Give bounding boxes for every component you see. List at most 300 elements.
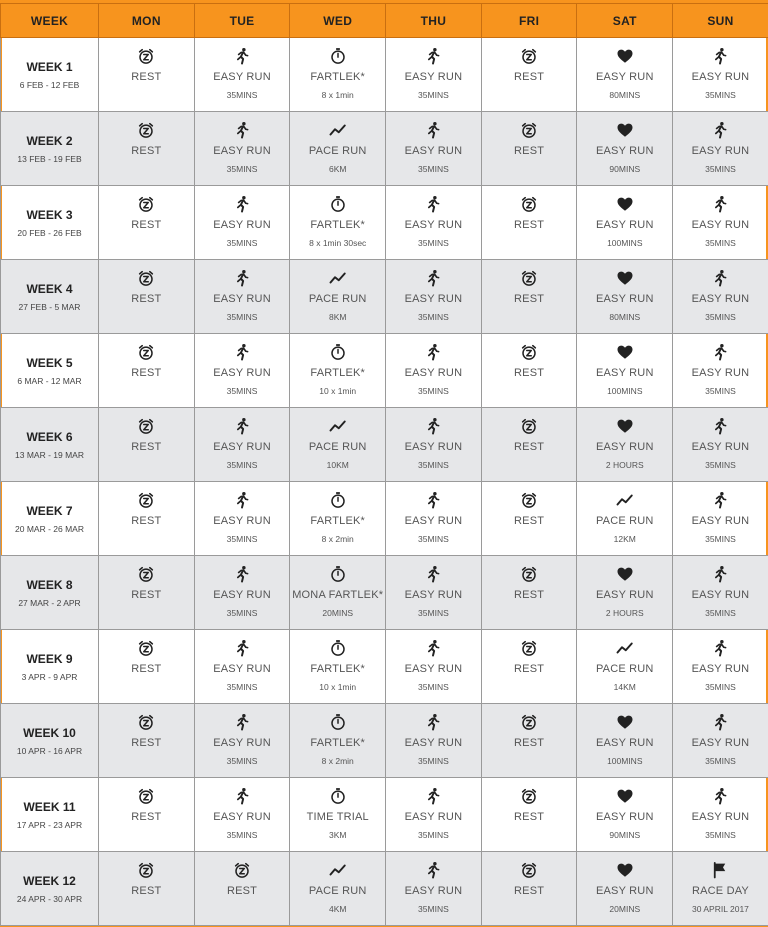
runner-icon [233, 343, 251, 361]
pace-icon [329, 269, 347, 287]
workout-detail: 80MINS [609, 89, 641, 100]
workout-cell [194, 556, 290, 630]
stopwatch-icon [329, 343, 347, 361]
workout-label: FARTLEK* [310, 514, 366, 527]
workout-cell [194, 704, 290, 778]
workout-label: EASY RUN [691, 70, 750, 83]
workout-label: EASY RUN [691, 366, 750, 379]
workout-detail: 35MINS [418, 163, 449, 174]
rest-icon [520, 639, 538, 657]
workout-detail: 35MINS [226, 385, 258, 396]
runner-icon [233, 565, 251, 583]
header-row [1, 4, 768, 38]
week-label-cell [1, 778, 99, 852]
workout-label: EASY RUN [213, 144, 271, 157]
workout-label: REST [514, 292, 545, 305]
workout-cell [577, 556, 673, 630]
pace-icon [329, 121, 347, 139]
workout-label: FARTLEK* [310, 218, 366, 231]
workout-cell [194, 260, 290, 334]
workout-detail: 100MINS [607, 237, 643, 248]
workout-label: MONA FARTLEK* [292, 588, 384, 601]
workout-label: EASY RUN [691, 514, 750, 527]
week-label-cell [1, 112, 99, 186]
workout-cell [481, 556, 577, 630]
workout-cell [386, 556, 482, 630]
workout-label: REST [514, 662, 545, 675]
workout-detail: 35MINS [705, 311, 736, 322]
workout-label: EASY RUN [404, 292, 463, 305]
workout-detail: 8 x 2min [321, 533, 354, 544]
workout-label: REST [514, 440, 545, 453]
workout-detail: 35MINS [705, 607, 736, 618]
runner-icon [711, 343, 729, 361]
heart-icon [616, 713, 634, 731]
workout-label: EASY RUN [213, 810, 271, 823]
workout-cell [194, 630, 290, 704]
heart-icon [616, 121, 634, 139]
workout-cell [386, 704, 482, 778]
runner-icon [233, 47, 251, 65]
workout-detail: 35MINS [705, 163, 736, 174]
workout-detail: 35MINS [705, 755, 736, 766]
workout-cell [481, 704, 577, 778]
workout-cell [481, 778, 577, 852]
workout-label: EASY RUN [595, 736, 654, 749]
week-dates: 6 FEB - 12 FEB [19, 79, 80, 90]
workout-cell [99, 852, 195, 926]
workout-label: PACE RUN [595, 514, 654, 527]
week-dates: 17 APR - 23 APR [16, 819, 83, 830]
workout-label: REST [131, 736, 162, 749]
workout-label: REST [131, 70, 162, 83]
workout-label: REST [514, 218, 545, 231]
rest-icon [520, 269, 538, 287]
week-dates: 24 APR - 30 APR [16, 893, 83, 904]
workout-cell [481, 260, 577, 334]
workout-label: REST [514, 884, 545, 897]
workout-detail: 35MINS [418, 385, 449, 396]
rest-icon [137, 787, 155, 805]
workout-detail: 90MINS [609, 829, 641, 840]
workout-label: EASY RUN [691, 588, 750, 601]
workout-detail: 35MINS [226, 163, 258, 174]
rest-icon [137, 417, 155, 435]
workout-label: EASY RUN [595, 440, 654, 453]
week-label-cell [1, 630, 99, 704]
rest-icon [137, 491, 155, 509]
workout-label: REST [131, 144, 162, 157]
workout-label: EASY RUN [691, 144, 750, 157]
workout-detail: 35MINS [418, 903, 449, 914]
workout-cell [290, 704, 386, 778]
runner-icon [711, 491, 729, 509]
week-row [1, 482, 768, 556]
workout-detail: 20MINS [609, 903, 641, 914]
rest-icon [520, 861, 538, 879]
header-day: SUN [673, 4, 768, 38]
week-label-cell [1, 556, 99, 630]
workout-detail: 35MINS [226, 607, 258, 618]
workout-label: PACE RUN [308, 440, 367, 453]
workout-label: REST [514, 366, 545, 379]
workout-cell [290, 408, 386, 482]
workout-label: PACE RUN [308, 144, 367, 157]
workout-cell [673, 186, 768, 260]
workout-label: EASY RUN [595, 70, 654, 83]
stopwatch-icon [329, 787, 347, 805]
runner-icon [711, 713, 729, 731]
week-label: WEEK 7 [26, 503, 73, 518]
workout-label: EASY RUN [595, 144, 654, 157]
workout-detail: 80MINS [609, 311, 641, 322]
workout-label: EASY RUN [404, 884, 463, 897]
week-row [1, 186, 768, 260]
workout-label: EASY RUN [595, 292, 654, 305]
workout-cell [194, 186, 290, 260]
week-row [1, 852, 768, 926]
workout-cell [386, 778, 482, 852]
workout-detail: 100MINS [607, 385, 643, 396]
workout-label: TIME TRIAL [306, 810, 369, 823]
workout-cell [673, 852, 768, 926]
week-dates: 13 FEB - 19 FEB [17, 153, 82, 164]
workout-label: EASY RUN [213, 218, 271, 231]
week-label: WEEK 6 [26, 429, 73, 444]
workout-detail: 2 HOURS [605, 459, 644, 470]
workout-label: REST [514, 514, 545, 527]
workout-label: EASY RUN [404, 218, 463, 231]
workout-label: PACE RUN [308, 884, 367, 897]
week-label-cell [1, 482, 99, 556]
workout-cell [481, 334, 577, 408]
runner-icon [424, 417, 442, 435]
workout-cell [673, 408, 768, 482]
workout-cell [481, 630, 577, 704]
workout-detail: 35MINS [705, 533, 736, 544]
workout-label: EASY RUN [404, 810, 463, 823]
rest-icon [137, 565, 155, 583]
runner-icon [711, 269, 729, 287]
workout-label: EASY RUN [691, 810, 750, 823]
runner-icon [424, 787, 442, 805]
rest-icon [520, 47, 538, 65]
workout-detail: 90MINS [609, 163, 641, 174]
header-day: WED [290, 4, 386, 38]
workout-cell [194, 112, 290, 186]
rest-icon [137, 47, 155, 65]
pace-icon [329, 861, 347, 879]
workout-cell [577, 112, 673, 186]
workout-detail: 35MINS [705, 681, 736, 692]
workout-detail: 35MINS [226, 459, 258, 470]
stopwatch-icon [329, 491, 347, 509]
workout-cell [290, 852, 386, 926]
workout-detail: 35MINS [418, 829, 449, 840]
runner-icon [424, 713, 442, 731]
week-dates: 27 MAR - 2 APR [18, 597, 81, 608]
workout-detail: 35MINS [418, 459, 449, 470]
workout-detail: 10 x 1min [319, 385, 357, 396]
week-label-cell [1, 852, 99, 926]
workout-label: EASY RUN [595, 588, 654, 601]
workout-cell [481, 482, 577, 556]
workout-label: FARTLEK* [310, 70, 366, 83]
workout-label: EASY RUN [404, 588, 463, 601]
workout-cell [194, 334, 290, 408]
workout-label: REST [131, 810, 162, 823]
workout-cell [577, 186, 673, 260]
workout-label: PACE RUN [595, 662, 654, 675]
workout-cell [194, 408, 290, 482]
runner-icon [233, 121, 251, 139]
workout-detail: 35MINS [418, 237, 449, 248]
workout-cell [99, 778, 195, 852]
workout-cell [481, 408, 577, 482]
workout-detail: 35MINS [705, 459, 736, 470]
workout-label: EASY RUN [404, 366, 463, 379]
runner-icon [424, 195, 442, 213]
workout-cell [386, 112, 482, 186]
week-dates: 27 FEB - 5 MAR [18, 301, 81, 312]
week-dates: 6 MAR - 12 MAR [17, 375, 82, 386]
workout-detail: 35MINS [226, 533, 258, 544]
week-row [1, 408, 768, 482]
runner-icon [424, 269, 442, 287]
workout-detail: 35MINS [418, 607, 449, 618]
week-label-cell [1, 334, 99, 408]
workout-detail: 35MINS [705, 89, 736, 100]
stopwatch-icon [329, 639, 347, 657]
rest-icon [520, 343, 538, 361]
week-row [1, 556, 768, 630]
workout-label: REST [131, 514, 162, 527]
runner-icon [711, 787, 729, 805]
workout-cell [481, 186, 577, 260]
workout-label: EASY RUN [595, 218, 654, 231]
workout-label: PACE RUN [308, 292, 367, 305]
workout-cell [290, 38, 386, 112]
workout-label: EASY RUN [213, 440, 271, 453]
rest-icon [137, 639, 155, 657]
week-label: WEEK 3 [26, 207, 73, 222]
workout-detail: 35MINS [418, 533, 449, 544]
workout-cell [481, 852, 577, 926]
rest-icon [520, 195, 538, 213]
runner-icon [233, 787, 251, 805]
workout-cell [481, 112, 577, 186]
workout-cell [99, 186, 195, 260]
workout-label: EASY RUN [691, 736, 750, 749]
workout-detail: 35MINS [226, 829, 258, 840]
workout-label: EASY RUN [213, 514, 271, 527]
workout-cell [194, 778, 290, 852]
workout-detail: 35MINS [705, 237, 736, 248]
rest-icon [520, 565, 538, 583]
workout-label: EASY RUN [595, 884, 654, 897]
workout-label: EASY RUN [213, 366, 271, 379]
flag-icon [711, 861, 729, 879]
workout-detail: 8KM [328, 311, 347, 322]
workout-cell [99, 630, 195, 704]
workout-label: EASY RUN [404, 662, 463, 675]
header-day: SAT [577, 4, 673, 38]
heart-icon [616, 787, 634, 805]
workout-detail: 14KM [613, 681, 636, 692]
week-label: WEEK 9 [26, 651, 73, 666]
runner-icon [424, 47, 442, 65]
workout-cell [673, 556, 768, 630]
runner-icon [424, 565, 442, 583]
week-label: WEEK 5 [26, 355, 73, 370]
workout-detail: 35MINS [418, 755, 449, 766]
workout-cell [577, 778, 673, 852]
workout-cell [99, 112, 195, 186]
workout-cell [577, 482, 673, 556]
rest-icon [520, 713, 538, 731]
schedule-body [1, 38, 768, 926]
runner-icon [424, 491, 442, 509]
week-row [1, 260, 768, 334]
week-label: WEEK 11 [23, 799, 76, 814]
workout-detail: 35MINS [226, 311, 258, 322]
week-label-cell [1, 408, 99, 482]
rest-icon [520, 417, 538, 435]
week-row [1, 778, 768, 852]
workout-label: FARTLEK* [310, 662, 366, 675]
heart-icon [616, 47, 634, 65]
runner-icon [233, 195, 251, 213]
week-dates: 20 MAR - 26 MAR [15, 523, 84, 534]
heart-icon [616, 861, 634, 879]
workout-label: EASY RUN [691, 662, 750, 675]
workout-label: EASY RUN [404, 440, 463, 453]
pace-icon [616, 639, 634, 657]
workout-cell [577, 704, 673, 778]
workout-label: EASY RUN [213, 292, 271, 305]
workout-detail: 3KM [328, 829, 347, 840]
rest-icon [137, 861, 155, 879]
workout-detail: 2 HOURS [605, 607, 644, 618]
rest-icon [520, 491, 538, 509]
runner-icon [233, 417, 251, 435]
workout-label: REST [514, 810, 545, 823]
workout-cell [290, 186, 386, 260]
workout-cell [99, 260, 195, 334]
workout-cell [290, 482, 386, 556]
week-label: WEEK 1 [26, 59, 73, 74]
runner-icon [711, 195, 729, 213]
week-label-cell [1, 704, 99, 778]
pace-icon [329, 417, 347, 435]
workout-cell [290, 778, 386, 852]
workout-label: REST [131, 366, 162, 379]
workout-cell [577, 852, 673, 926]
workout-cell [673, 38, 768, 112]
workout-detail: 8 x 1min 30sec [309, 237, 367, 248]
week-row [1, 112, 768, 186]
workout-detail: 10KM [326, 459, 349, 470]
header-day: THU [386, 4, 482, 38]
workout-label: EASY RUN [404, 736, 463, 749]
week-dates: 20 FEB - 26 FEB [17, 227, 82, 238]
stopwatch-icon [329, 713, 347, 731]
workout-label: EASY RUN [213, 736, 271, 749]
week-dates: 13 MAR - 19 MAR [15, 449, 84, 460]
workout-detail: 12KM [613, 533, 636, 544]
rest-icon [233, 861, 251, 879]
workout-detail: 4KM [328, 903, 347, 914]
workout-label: REST [514, 144, 545, 157]
workout-cell [673, 334, 768, 408]
workout-cell [99, 38, 195, 112]
workout-cell [99, 408, 195, 482]
week-label: WEEK 8 [26, 577, 73, 592]
workout-label: REST [514, 736, 545, 749]
workout-label: EASY RUN [691, 440, 750, 453]
workout-detail: 35MINS [226, 89, 258, 100]
workout-label: EASY RUN [595, 810, 654, 823]
rest-icon [137, 195, 155, 213]
workout-cell [290, 260, 386, 334]
workout-label: REST [131, 218, 162, 231]
workout-cell [673, 260, 768, 334]
heart-icon [616, 195, 634, 213]
workout-detail: 8 x 2min [321, 755, 354, 766]
workout-label: EASY RUN [213, 70, 271, 83]
workout-cell [99, 334, 195, 408]
workout-cell [194, 38, 290, 112]
heart-icon [616, 343, 634, 361]
workout-detail: 35MINS [226, 237, 258, 248]
week-row [1, 630, 768, 704]
workout-label: REST [131, 884, 162, 897]
workout-label: EASY RUN [404, 70, 463, 83]
workout-cell [386, 260, 482, 334]
workout-label: EASY RUN [595, 366, 654, 379]
rest-icon [520, 787, 538, 805]
rest-icon [137, 713, 155, 731]
workout-cell [577, 260, 673, 334]
workout-label: REST [131, 588, 162, 601]
workout-cell [290, 630, 386, 704]
stopwatch-icon [329, 565, 347, 583]
workout-cell [673, 112, 768, 186]
workout-cell [290, 556, 386, 630]
runner-icon [233, 269, 251, 287]
workout-label: EASY RUN [404, 144, 463, 157]
heart-icon [616, 269, 634, 287]
workout-detail: 20MINS [322, 607, 354, 618]
workout-cell [386, 186, 482, 260]
rest-icon [137, 121, 155, 139]
week-dates: 3 APR - 9 APR [21, 671, 78, 682]
rest-icon [520, 121, 538, 139]
workout-cell [386, 408, 482, 482]
heart-icon [616, 417, 634, 435]
workout-cell [386, 482, 482, 556]
workout-label: EASY RUN [691, 292, 750, 305]
runner-icon [711, 121, 729, 139]
workout-label: EASY RUN [213, 588, 271, 601]
workout-detail: 35MINS [418, 681, 449, 692]
workout-cell [290, 334, 386, 408]
workout-cell [673, 630, 768, 704]
week-row [1, 38, 768, 112]
rest-icon [137, 343, 155, 361]
week-label-cell [1, 186, 99, 260]
workout-detail: 35MINS [418, 89, 449, 100]
